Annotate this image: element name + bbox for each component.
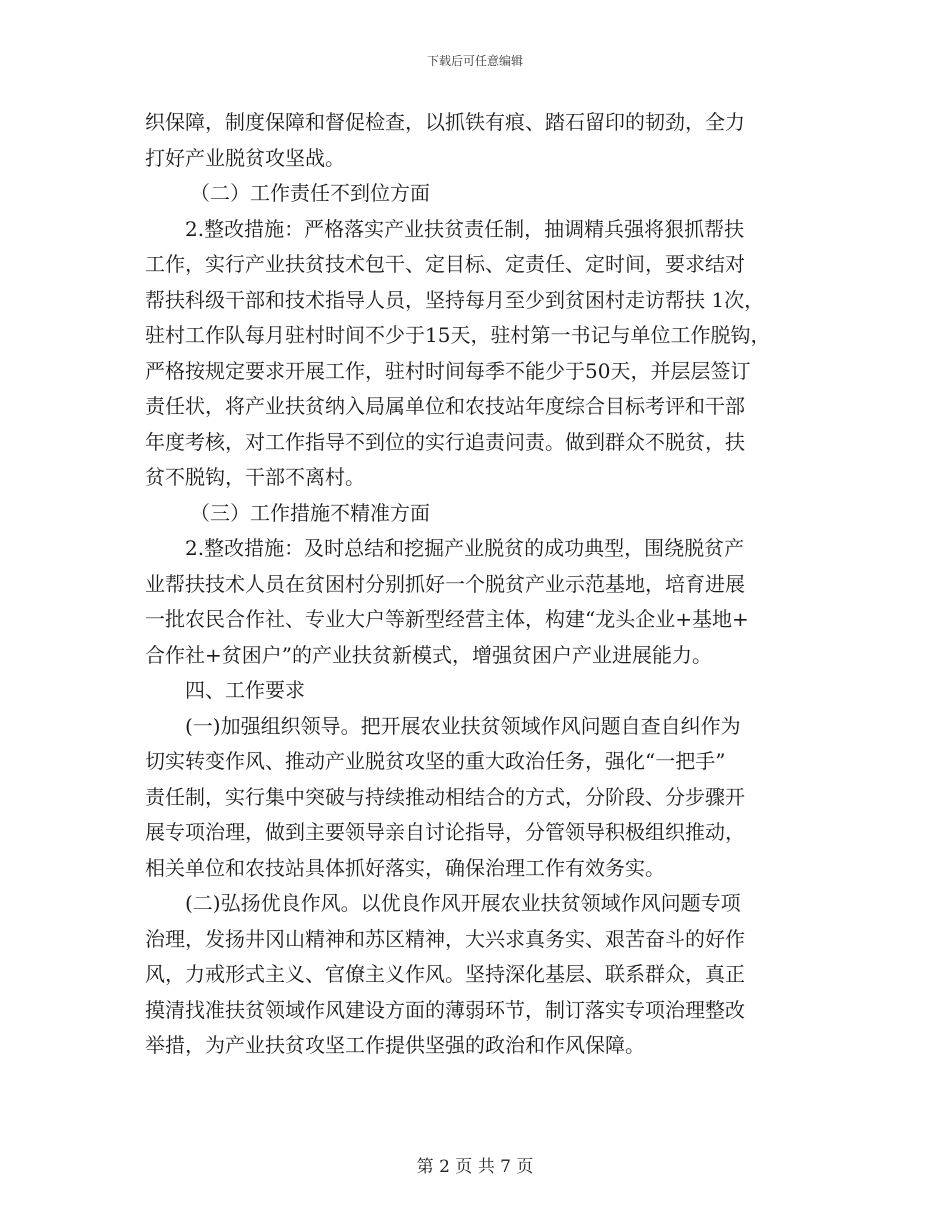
text-line: 风，力戒形式主义、官僚主义作风。坚持深化基层、联系群众，真正 <box>145 962 745 986</box>
text-line: 2.整改措施：严格落实产业扶贫责任制，抽调精兵强将狠抓帮扶 <box>185 216 745 241</box>
text-line: 帮扶科级干部和技术指导人员，坚持每月至少到贫困村走访帮扶 1次， <box>145 287 765 312</box>
text-line: 工作，实行产业扶贫技术包干、定目标、定责任、定时间，要求结对 <box>145 252 745 276</box>
text-line: 一批农民合作社、专业大户等新型经营主体，构建“龙头企业+基地+ <box>145 607 749 631</box>
text-line: 切实转变作风、推动产业脱贫攻坚的重大政治任务，强化“一把手” <box>145 749 726 773</box>
text-line: 2.整改措施：及时总结和挖掘产业脱贫的成功典型，围绕脱贫产 <box>185 536 745 560</box>
text-line: 驻村工作队每月驻村时间不少于15天，驻村第一书记与单位工作脱钩， <box>145 323 771 347</box>
text-line: （三）工作措施不精准方面 <box>190 500 430 525</box>
text-line: 摸清找准扶贫领域作风建设方面的薄弱环节，制订落实专项治理整改 <box>145 997 745 1022</box>
text-line: 责任制，实行集中突破与持续推动相结合的方式，分阶段、分步骤开 <box>145 784 745 809</box>
text-line: 举措，为产业扶贫攻坚工作提供坚强的政治和作风保障。 <box>145 1033 645 1057</box>
text-line: 打好产业脱贫攻坚战。 <box>145 145 345 170</box>
text-line: 相关单位和农技站具体抓好落实，确保治理工作有效务实。 <box>145 855 665 880</box>
document-body <box>145 105 810 1064</box>
text-line: 织保障，制度保障和督促检查，以抓铁有痕、踏石留印的韧劲，全力 <box>145 110 745 134</box>
text-line: (一)加强组织领导。把开展农业扶贫领域作风问题自查自纠作为 <box>185 713 741 738</box>
text-line: 业帮扶技术人员在贫困村分别抓好一个脱贫产业示范基地，培育进展 <box>145 571 745 596</box>
text-line: 合作社+贫困户”的产业扶贫新模式，增强贫困户产业进展能力。 <box>145 642 712 667</box>
text-line: 责任状，将产业扶贫纳入局属单位和农技站年度综合目标考评和干部 <box>145 394 745 418</box>
text-line: 贫不脱钩，干部不离村。 <box>145 465 365 489</box>
page-header: 下载后可任意编辑 <box>426 54 523 68</box>
text-line: (二)弘扬优良作风。以优良作风开展农业扶贫领域作风问题专项 <box>185 891 741 915</box>
text-line: 年度考核，对工作指导不到位的实行追责问责。做到群众不脱贫，扶 <box>145 429 745 454</box>
text-line: 展专项治理，做到主要领导亲自讨论指导，分管领导积极组织推动， <box>145 820 745 844</box>
text-line: 四、工作要求 <box>185 678 305 702</box>
text-line: 严格按规定要求开展工作，驻村时间每季不能少于50天，并层层签订 <box>145 358 751 383</box>
page-footer: 第 2 页 共 7 页 <box>416 1157 534 1177</box>
text-line: （二）工作责任不到位方面 <box>190 181 430 205</box>
text-line: 治理，发扬井冈山精神和苏区精神，大兴求真务实、艰苦奋斗的好作 <box>145 926 745 951</box>
